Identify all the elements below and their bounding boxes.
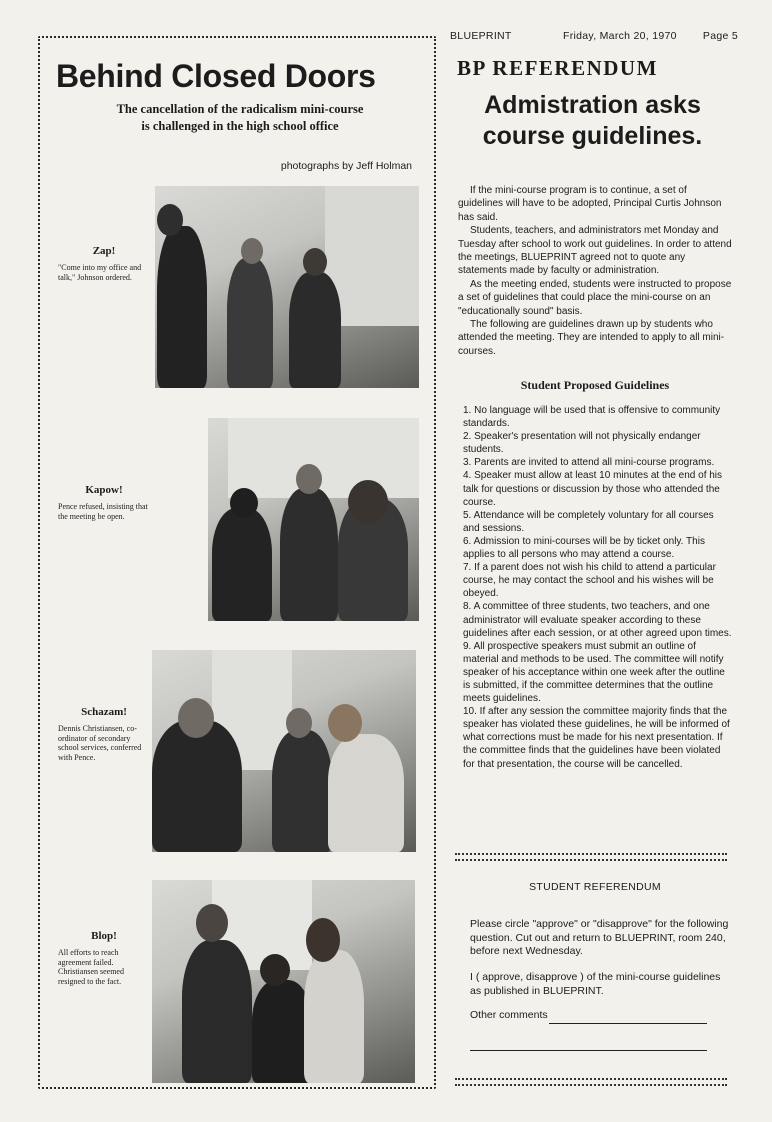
article-body	[458, 184, 732, 358]
caption-kapow	[58, 484, 150, 521]
divider-top	[455, 853, 727, 861]
deck-line-2: is challenged in the high school office	[141, 119, 339, 133]
caption-title: Blop!	[91, 930, 117, 942]
comments-line-1[interactable]	[549, 1023, 707, 1024]
guideline-item: 1. No language will be used that is offensive to community standards.	[463, 405, 721, 430]
photo-blop	[152, 880, 415, 1083]
feature-deck	[60, 101, 420, 135]
paragraph: The following are guidelines drawn up by students who attended the meeting. They are intended to apply to all mini-courses.	[458, 319, 725, 357]
guideline-item: 6. Admission to mini-courses will be by ticket only. This applies to all persons who may attend a course.	[463, 535, 705, 561]
headline-line-1: Admistration asks	[484, 91, 701, 119]
guideline-item: 3. Parents are invited to attend all mini-course programs.	[463, 457, 715, 469]
photo-credit: photographs by Jeff Holman	[280, 160, 412, 172]
referendum-title: STUDENT REFERENDUM	[529, 881, 661, 893]
caption-body: Dennis Christiansen, co-ordinator of secondary school services, conferred with Pence.	[58, 724, 142, 762]
deck-line-1: The cancellation of the radicalism mini-course	[116, 102, 364, 116]
feature-title: Behind Closed Doors	[56, 58, 376, 94]
headline-line-2: course guidelines.	[482, 122, 703, 150]
guideline-item: 10. If after any session the committee majority finds that the speaker has violated these guidelines, he will be informed of what corrections must be made for his next presentation. If the committee finds that the guidelines have been violated for that presentation, the course will be cancelled.	[463, 706, 730, 770]
caption-schazam	[58, 706, 150, 762]
article-headline	[455, 90, 730, 152]
paragraph: If the mini-course program is to continue, a set of guidelines will have to be adopted, Principal Curtis Johnson has said.	[458, 185, 722, 223]
caption-zap	[58, 245, 150, 282]
page-number: Page 5	[702, 30, 738, 42]
comments-label: Other comments	[470, 1009, 548, 1021]
caption-blop	[58, 930, 150, 986]
divider-bottom	[455, 1078, 727, 1086]
caption-title: Kapow!	[85, 484, 123, 496]
photo-zap	[155, 186, 419, 388]
caption-body: "Come into my office and talk," Johnson ordered.	[58, 263, 142, 282]
caption-title: Zap!	[92, 245, 116, 257]
guideline-item: 7. If a parent does not wish his child to attend a particular course, he may contact the school and his wishes will be obeyed.	[463, 562, 716, 600]
issue-date: Friday, March 20, 1970	[563, 30, 677, 42]
paragraph: As the meeting ended, students were instructed to propose a set of guidelines that could place the mini-course on an "educationally sound" basis.	[458, 278, 732, 317]
paragraph: Students, teachers, and administrators met Monday and Tuesday after school to work out guidelines. In order to attend the meetings, BLUEPRINT agreed not to quote any statements made by faculty or administration.	[458, 225, 732, 277]
referendum-instructions: Please circle "approve" or "disapprove" for the following question. Cut out and return to BLUEPRINT, room 240, before next Wednesday.	[470, 918, 729, 958]
guideline-item: 4. Speaker must allow at least 10 minutes at the end of his talk for questions or discussion by those who attended the course.	[463, 470, 723, 508]
photo-schazam	[152, 650, 416, 852]
guidelines-list	[463, 404, 733, 771]
caption-body: All efforts to reach agreement failed. Christiansen seemed resigned to the fact.	[58, 948, 124, 986]
caption-title: Schazam!	[81, 706, 127, 718]
guideline-item: 8. A committee of three students, two teachers, and one administrator will evaluate speaker according to these guidelines after each session, or at other agreed upon times.	[463, 601, 732, 639]
guideline-item: 9. All prospective speakers must submit an outline of material and methods to be used. The committee will notify speaker of his acceptance within one week after the outline is submitted, if the committee determines that the outline meets guidelines.	[463, 640, 725, 705]
section-tag: BP REFERENDUM	[457, 56, 658, 80]
comments-line-2[interactable]	[470, 1050, 707, 1051]
publication-name: BLUEPRINT	[450, 30, 512, 42]
caption-body: Pence refused, insisting that the meeting be open.	[58, 502, 148, 521]
referendum-ballot[interactable]: I ( approve, disapprove ) of the mini-course guidelines as published in BLUEPRINT.	[470, 971, 721, 997]
guideline-item: 2. Speaker's presentation will not physically endanger students.	[463, 431, 701, 456]
page-header	[450, 30, 740, 46]
guideline-item: 5. Attendance will be completely voluntary for all courses and sessions.	[463, 509, 714, 534]
photo-kapow	[208, 418, 419, 621]
guidelines-subhead: Student Proposed Guidelines	[520, 378, 670, 392]
